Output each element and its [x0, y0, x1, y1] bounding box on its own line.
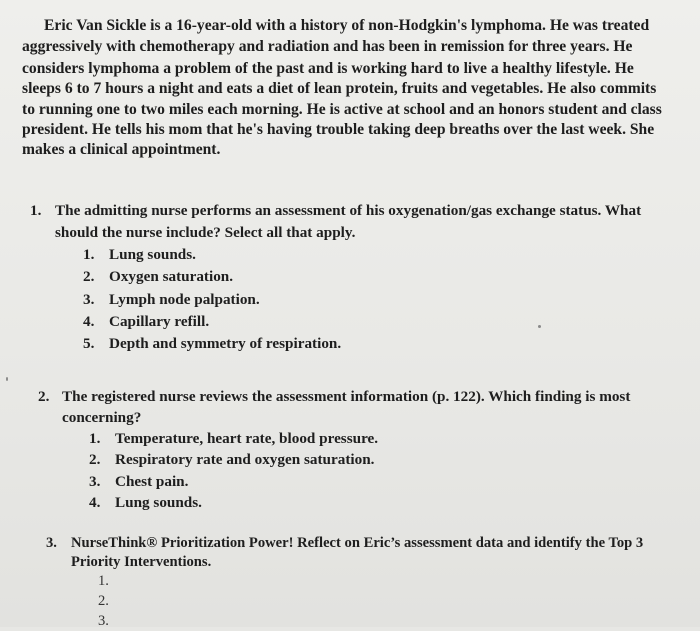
question-3-number: 3.	[46, 535, 57, 551]
question-1-line	[0, 201, 700, 221]
question-3-text-line-1: NurseThink® Prioritization Power! Reflect on Eric’s assessment data and identify the Top 3	[71, 535, 644, 551]
intro-line: aggressively with chemotherapy and radiation and has been in remission for three years. He	[22, 38, 633, 56]
speck-mark	[538, 325, 541, 328]
option-text: Oxygen saturation.	[109, 268, 234, 286]
option-number: 4.	[83, 312, 95, 330]
question-1-option	[83, 245, 700, 265]
option-text: Capillary refill.	[109, 312, 210, 330]
option-number: 4.	[89, 493, 101, 511]
question-1	[0, 201, 700, 353]
question-1-number: 1.	[30, 202, 42, 219]
option-number: 1.	[98, 573, 109, 589]
option-text: Depth and symmetry of respiration.	[109, 335, 342, 353]
question-3-answer-slot	[98, 592, 700, 611]
intro-line: considers lymphoma a problem of the past and is working hard to live a healthy lifestyle. He	[22, 59, 634, 77]
option-number: 3.	[83, 290, 95, 308]
option-text: Respiratory rate and oxygen saturation.	[115, 451, 375, 469]
option-number: 3.	[98, 613, 109, 629]
question-2-text-line-2: concerning?	[62, 409, 142, 426]
question-3	[0, 534, 700, 629]
option-text: Lung sounds.	[115, 493, 202, 511]
question-1-text-line-2: should the nurse include? Select all that apply.	[55, 224, 356, 241]
intro-line: makes a clinical appointment.	[22, 141, 221, 159]
speck-mark	[6, 377, 8, 381]
question-3-line	[0, 534, 700, 553]
question-1-option	[83, 312, 700, 332]
option-number: 1.	[89, 430, 101, 448]
question-2-option	[89, 429, 700, 449]
question-3-answer-slot	[98, 572, 700, 591]
question-1-option	[83, 290, 700, 310]
option-number: 2.	[83, 268, 95, 286]
intro-line: to running one to two miles each morning. He is active at school and an honors student and class	[22, 100, 662, 118]
question-2-option	[89, 450, 700, 470]
question-2-option	[89, 493, 700, 513]
option-text: Lung sounds.	[109, 246, 196, 264]
option-number: 2.	[89, 451, 101, 469]
option-text: Temperature, heart rate, blood pressure.	[115, 430, 379, 448]
question-1-option	[83, 334, 700, 354]
question-1-text-line-1: The admitting nurse performs an assessment of his oxygenation/gas exchange status. What	[55, 202, 642, 219]
question-2-line	[0, 387, 700, 407]
question-2-text-line-1: The registered nurse reviews the assessment information (p. 122). Which finding is most	[62, 388, 631, 405]
option-number: 1.	[83, 246, 95, 264]
option-number: 3.	[89, 472, 101, 490]
question-2	[0, 387, 700, 511]
intro-paragraph	[0, 16, 700, 159]
question-2-number: 2.	[38, 388, 50, 405]
question-3-answer-slot	[98, 612, 700, 631]
option-number: 2.	[98, 593, 109, 609]
intro-line: president. He tells his mom that he's having trouble taking deep breaths over the last week. She	[22, 121, 655, 139]
intro-line: sleeps 6 to 7 hours a night and eats a diet of lean protein, fruits and vegetables. He also commits	[22, 80, 657, 98]
option-text: Chest pain.	[115, 472, 189, 490]
option-text: Lymph node palpation.	[109, 290, 260, 308]
question-2-option	[89, 472, 700, 492]
question-1-option	[83, 267, 700, 287]
option-number: 5.	[83, 335, 95, 353]
question-3-text-line-2: Priority Interventions.	[71, 554, 212, 570]
intro-line: Eric Van Sickle is a 16-year-old with a history of non-Hodgkin's lymphoma. He was treated	[44, 17, 650, 34]
